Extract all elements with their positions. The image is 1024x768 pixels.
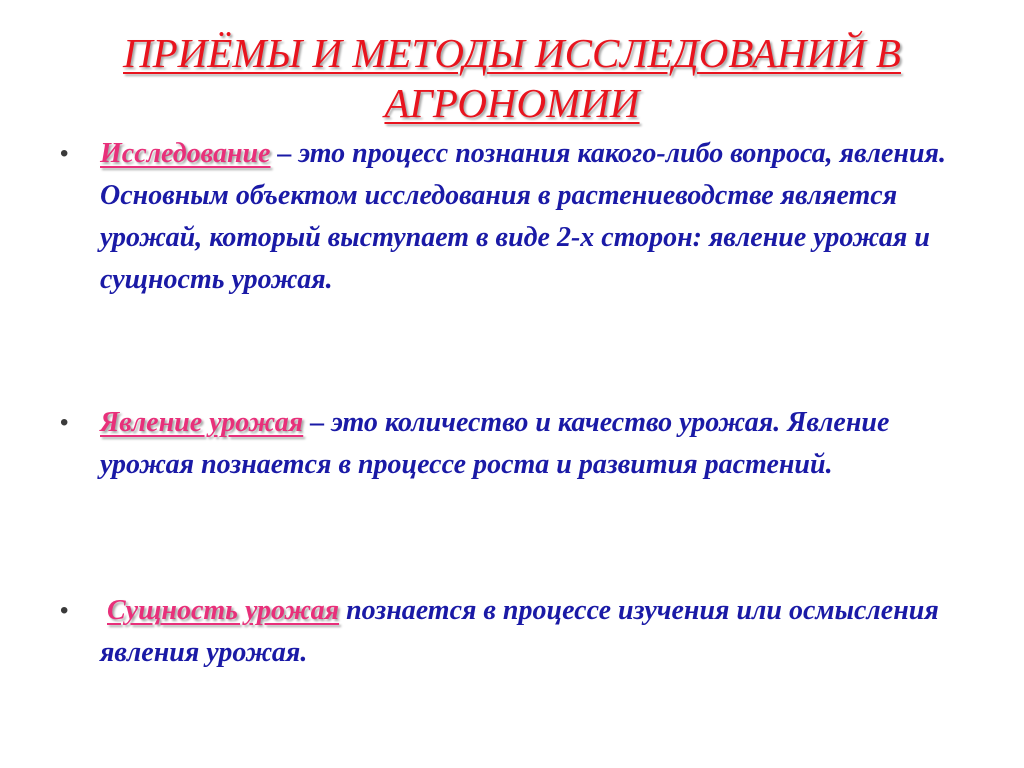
bullet-term: Исследование [100, 138, 271, 169]
bullet-text [100, 402, 980, 486]
bullet-marker: • [60, 597, 69, 624]
bullet-term: Сущность урожая [107, 595, 340, 626]
bullet-description: – это количество и качество урожая. Явление урожая познается в процессе роста и развития растений. [100, 407, 890, 480]
bullet-description: познается в процессе изучения или осмысления явления урожая. [100, 595, 939, 668]
bullet-text [100, 133, 980, 301]
bullet-marker: • [60, 409, 69, 436]
slide-title-line-1: ПРИЁМЫ И МЕТОДЫ ИССЛЕДОВАНИЙ В [123, 30, 901, 76]
bullet-text [100, 590, 980, 674]
bullet-term: Явление урожая [100, 407, 304, 438]
slide-title-line-2: АГРОНОМИИ [384, 80, 640, 126]
bullet-description: – это процесс познания какого-либо вопроса, явления. Основным объектом исследования в растениеводстве является урожай, который выступает в виде 2-х сторон: явление урожая и сущность урожая. [100, 138, 946, 295]
bullet-marker: • [60, 140, 69, 167]
